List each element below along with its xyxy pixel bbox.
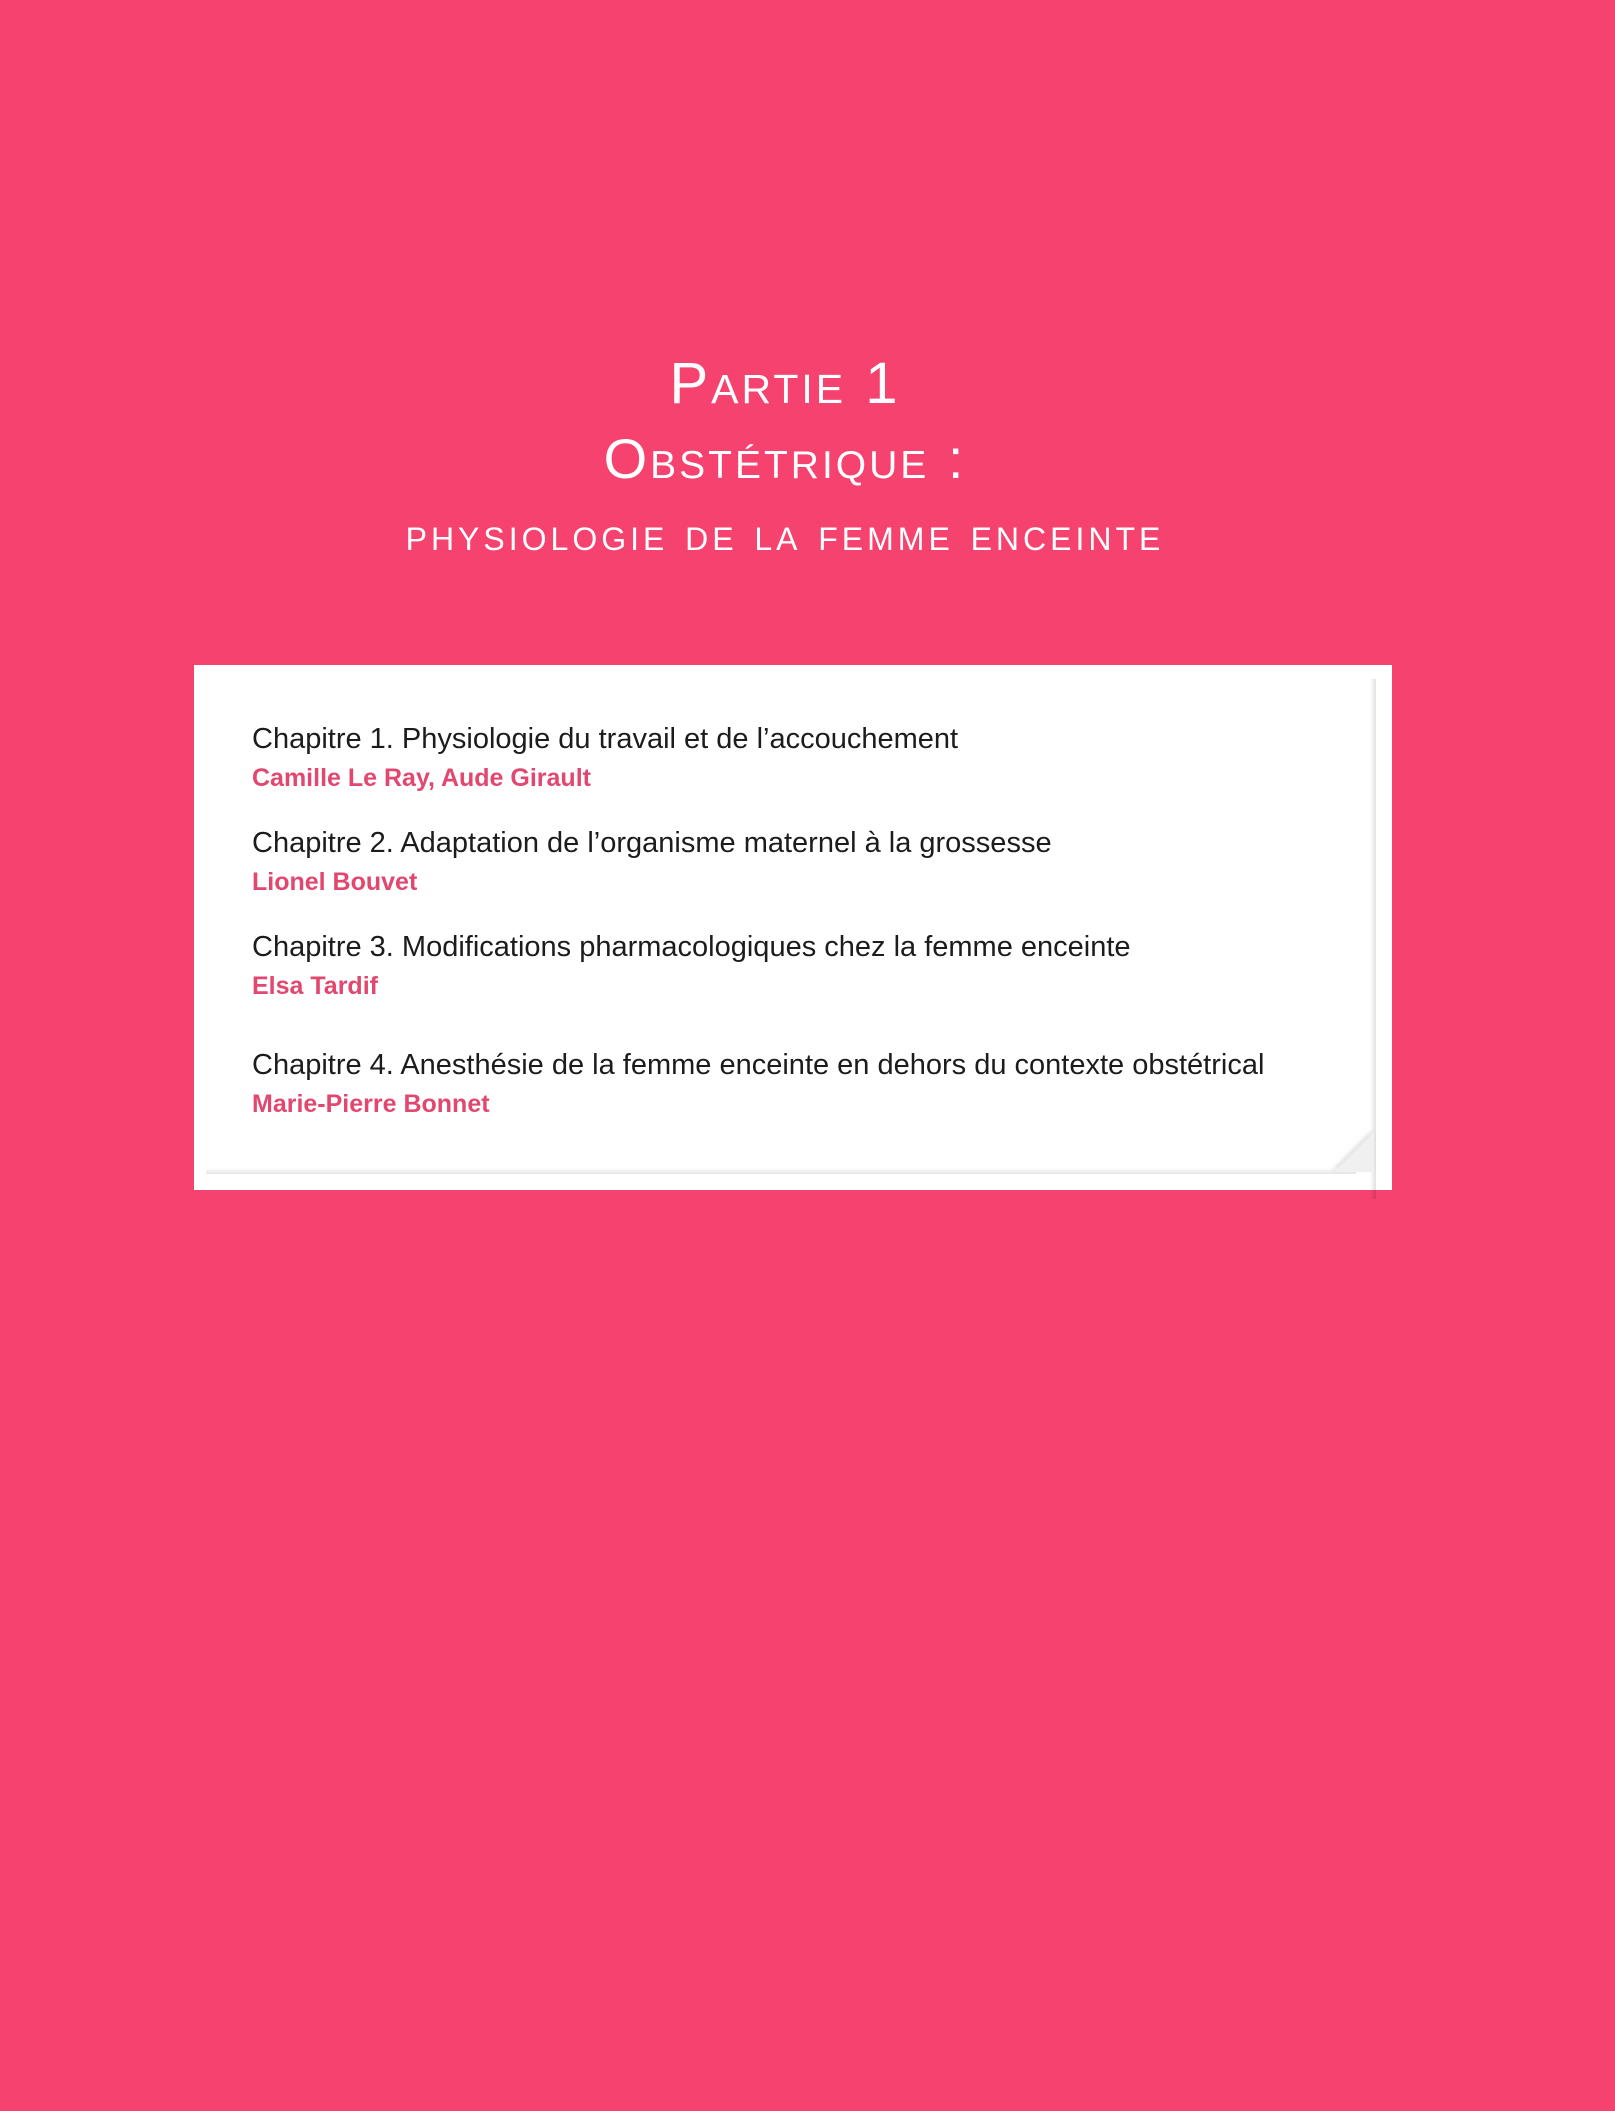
part-number: Partie 1 [669,351,901,416]
table-of-contents-card [194,665,1392,1190]
chapter-authors: Elsa Tardif [252,972,378,1001]
part-header [0,351,1570,560]
chapter-title: Chapitre 4. Anesthésie de la femme enceinte en dehors du contexte obstétrical [252,1049,1265,1081]
chapter-authors: Camille Le Ray, Aude Girault [252,764,591,793]
chapter-title: Chapitre 3. Modifications pharmacologiques chez la femme enceinte [252,931,1131,963]
chapter-title: Chapitre 2. Adaptation de l’organisme maternel à la grossesse [252,827,1052,859]
chapter-title: Chapitre 1. Physiologie du travail et de l’accouchement [252,723,959,755]
part-title: Obstétrique : [603,427,967,490]
toc-entry-chapter-1[interactable] [252,723,958,793]
page-curl-corner [1334,1132,1374,1172]
part-subtitle: physiologie de la femme enceinte [405,508,1165,560]
toc-entry-chapter-3[interactable] [252,931,1131,1001]
toc-entry-chapter-4[interactable] [252,1049,1264,1119]
card-shadow-right [1370,679,1376,1199]
chapter-authors: Lionel Bouvet [252,868,418,897]
toc-entry-chapter-2[interactable] [252,827,1052,897]
chapter-authors: Marie-Pierre Bonnet [252,1090,490,1119]
card-shadow-bottom [206,1168,1356,1174]
